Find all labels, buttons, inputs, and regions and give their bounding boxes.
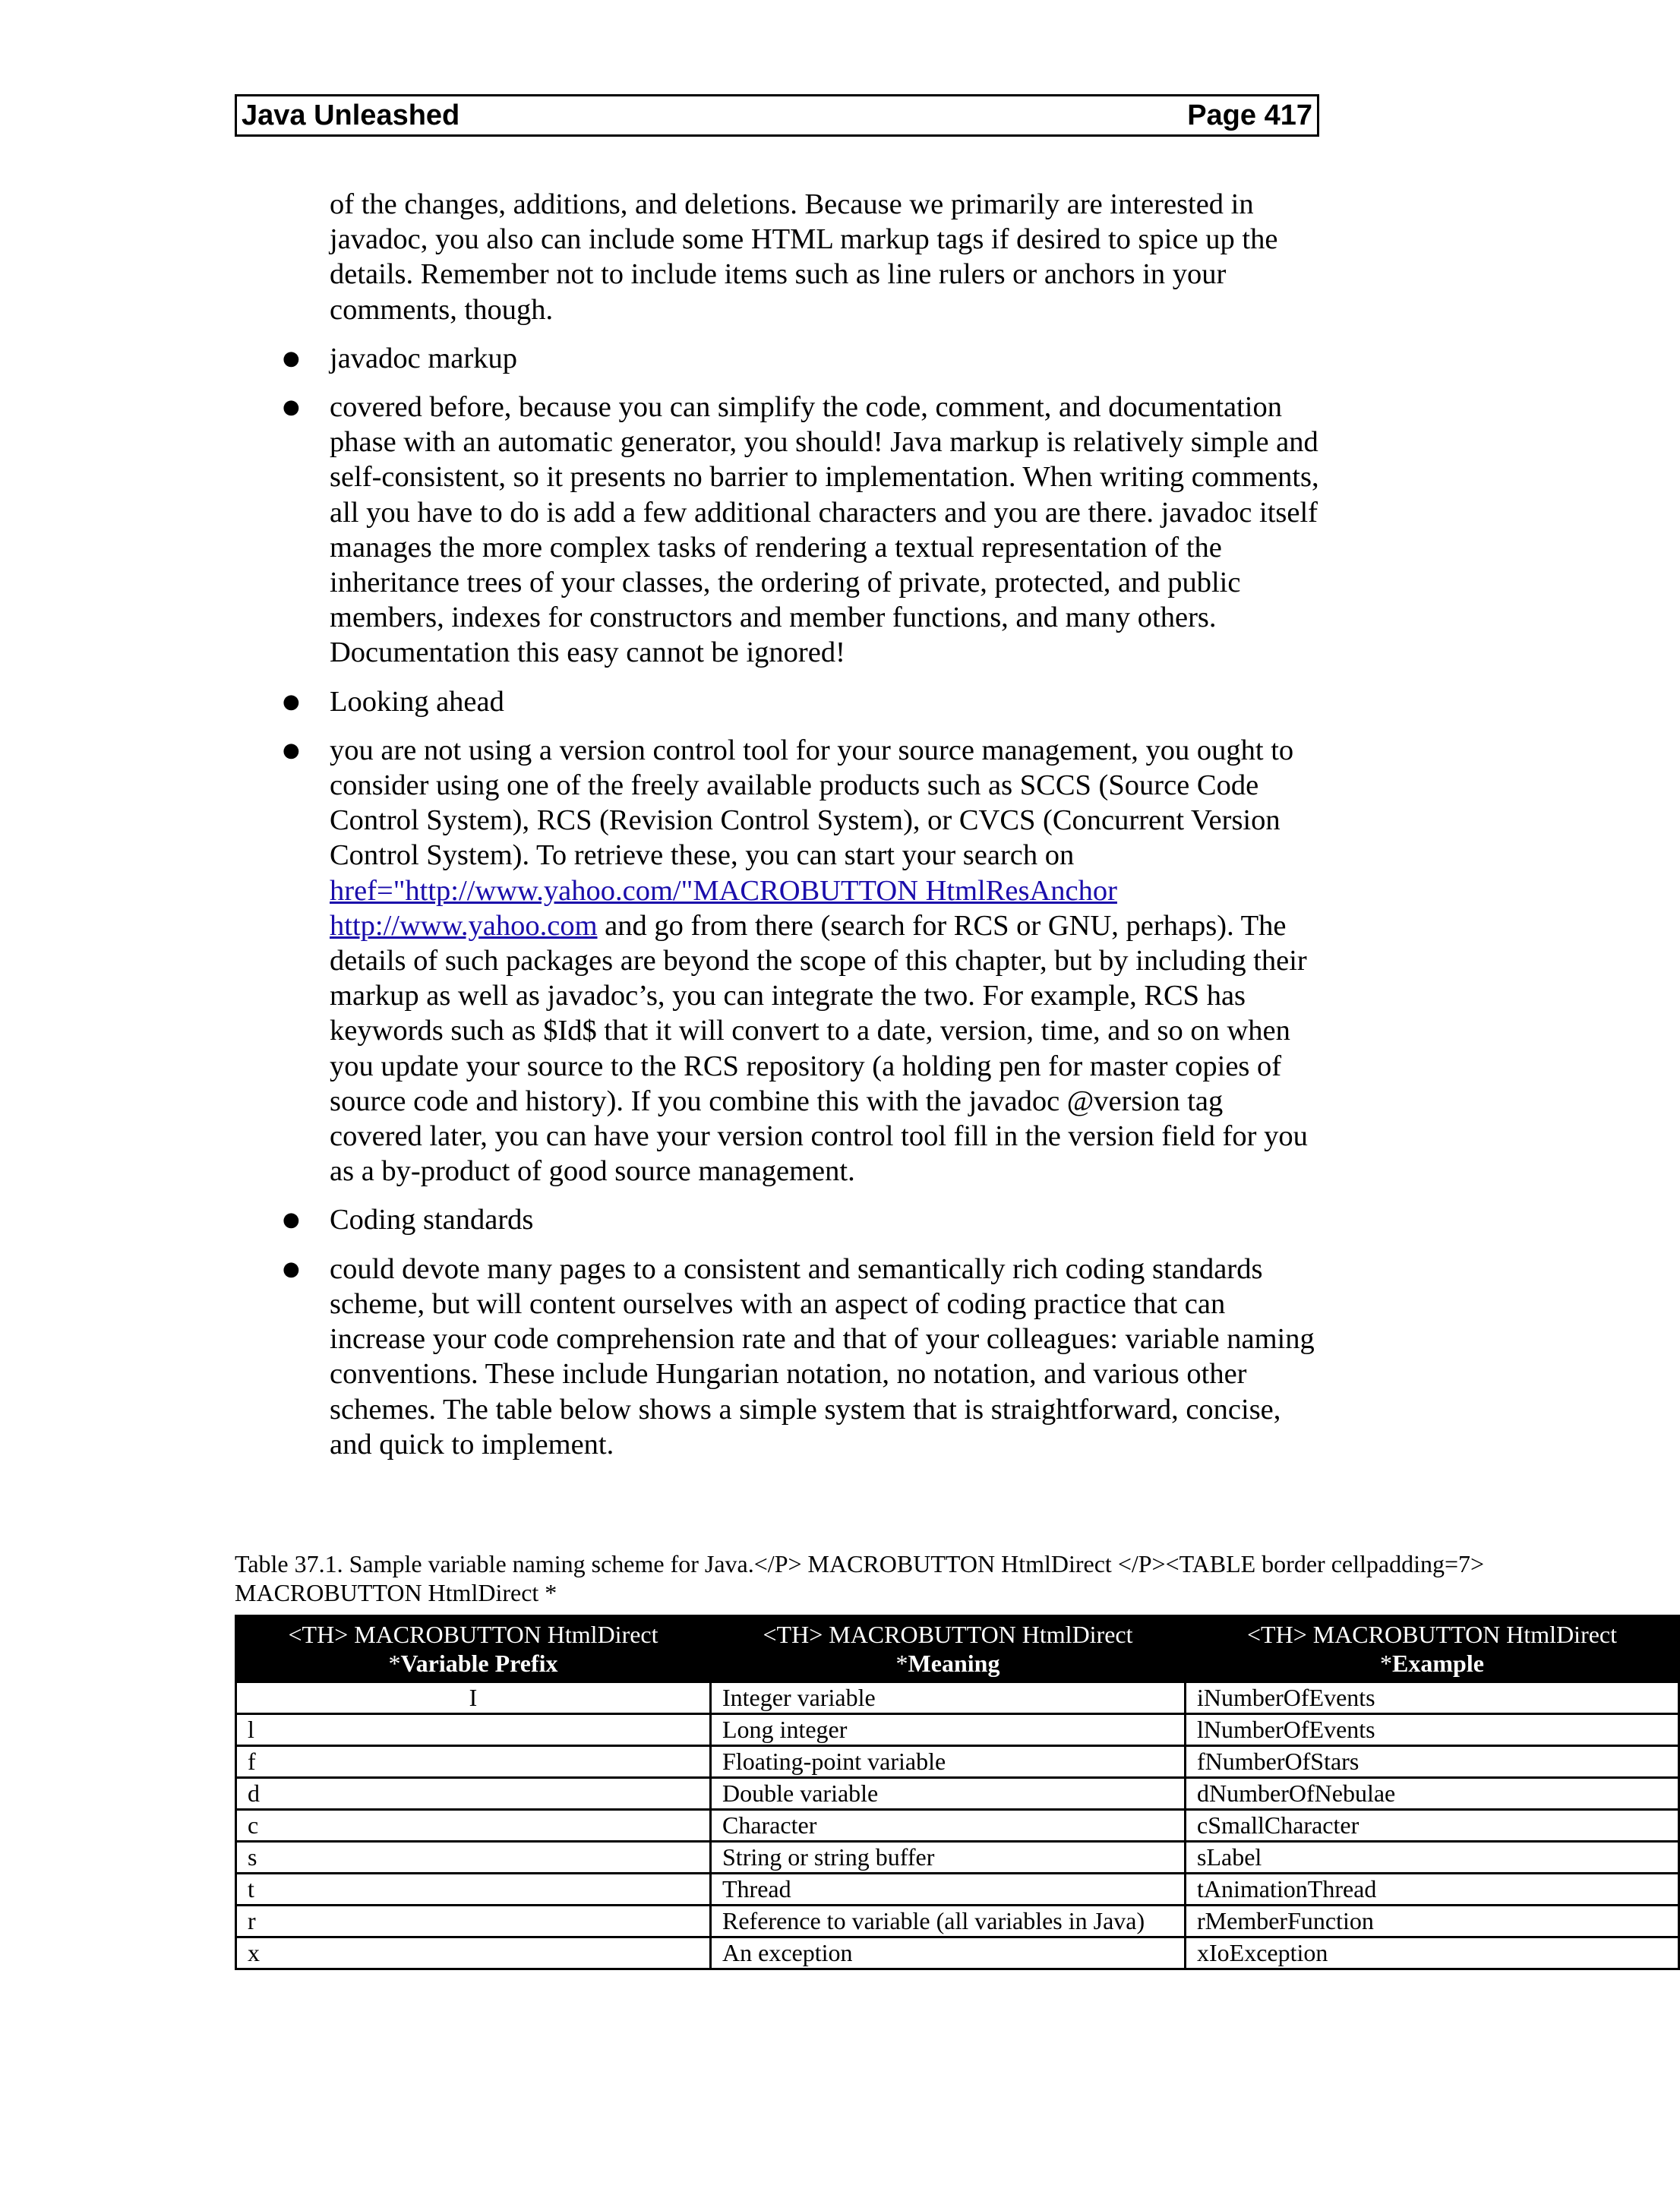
list-item: ● Coding standards — [272, 1202, 1320, 1237]
naming-table — [235, 1615, 1680, 1970]
table-cell: l — [236, 1714, 711, 1746]
list-item: ● could devote many pages to a consistent and semantically rich coding standards scheme, but will content ourselves with an aspect of coding practice that can increase your code comprehension rate and that of your colleagues: variable naming conventions. These include Hungarian notation, no notation, and various other schemes. The table below shows a simple system that is straightforward, concise, and quick to implement. — [283, 1252, 1315, 1460]
table-cell: cSmallCharacter — [1186, 1810, 1679, 1842]
table-cell: f — [236, 1746, 711, 1778]
table-caption: Table 37.1. Sample variable naming scheme for Java.</P> MACROBUTTON HtmlDirect </P><TABLE border cellpadding=7> MACROBUTTON HtmlDirect * — [235, 1550, 1485, 1606]
list-item: ● javadoc markup — [272, 341, 1320, 376]
table-cell: Long integer — [711, 1714, 1186, 1746]
table-cell: x — [236, 1937, 711, 1969]
table-row — [236, 1810, 1679, 1842]
table-cell: rMemberFunction — [1186, 1906, 1679, 1937]
bullet-list — [272, 341, 1320, 1462]
book-title: Java Unleashed — [242, 99, 460, 131]
table-cell: Thread — [711, 1874, 1186, 1906]
table-cell: An exception — [711, 1937, 1186, 1969]
bullet-icon: ● — [283, 346, 300, 370]
table-row — [236, 1937, 1679, 1969]
table-row — [236, 1906, 1679, 1937]
table-cell: xIoException — [1186, 1937, 1679, 1969]
table-cell: tAnimationThread — [1186, 1874, 1679, 1906]
table-cell: sLabel — [1186, 1842, 1679, 1874]
bullet-icon: ● — [283, 1208, 300, 1232]
table-cell: d — [236, 1778, 711, 1810]
table-cell: String or string buffer — [711, 1842, 1186, 1874]
intro-paragraph: of the changes, additions, and deletions. Because we primarily are interested in javadoc, you also can include some HTML markup tags if desired to spice up the details. Remember not to include items such as line rulers or anchors in your comments, though. — [330, 188, 1278, 326]
table-header-row — [236, 1616, 1679, 1682]
column-header: <TH> MACROBUTTON HtmlDirect *Example — [1186, 1616, 1679, 1682]
table-row — [236, 1714, 1679, 1746]
list-item: ● you are not using a version control tool for your source management, you ought to consider using one of the freely available products such as SCCS (Source Code Control System), RCS (Revision Control System), or CVCS (Concurrent Version Control System). To retrieve these, you can start your search on href="http://www.yahoo.com/"MACROBUTTON HtmlResAnchor http://www.yahoo.com and go from there (search for RCS or GNU, perhaps). The details of such packages are beyond the scope of this chapter, but by including their markup as well as javadoc’s, you can integrate the two. For example, RCS has keywords such as $Id$ that it will convert to a date, version, time, and so on when you update your source to the RCS repository (a holding pen for master copies of source code and history). If you combine this with the javadoc @version tag covered later, you can have your version control tool fill in the version field for you as a by-product of good source management. — [283, 734, 1308, 1188]
table-cell: iNumberOfEvents — [1186, 1682, 1679, 1714]
bullet-icon: ● — [283, 1257, 300, 1280]
table-cell: c — [236, 1810, 711, 1842]
table-cell: Integer variable — [711, 1682, 1186, 1714]
table-row — [236, 1778, 1679, 1810]
table-cell: Floating-point variable — [711, 1746, 1186, 1778]
list-item: ● Looking ahead — [272, 684, 1320, 719]
page-header — [235, 94, 1319, 137]
table-cell: s — [236, 1842, 711, 1874]
page-number: Page 417 — [1187, 99, 1312, 131]
table-cell: lNumberOfEvents — [1186, 1714, 1679, 1746]
table-cell: Reference to variable (all variables in Java) — [711, 1906, 1186, 1937]
body-text — [272, 187, 1320, 1462]
table-cell: Double variable — [711, 1778, 1186, 1810]
table-row — [236, 1682, 1679, 1714]
table-body — [236, 1682, 1679, 1969]
table-cell: fNumberOfStars — [1186, 1746, 1679, 1778]
table-cell: dNumberOfNebulae — [1186, 1778, 1679, 1810]
naming-table-wrapper — [235, 1615, 1618, 1970]
column-header: <TH> MACROBUTTON HtmlDirect *Meaning — [711, 1616, 1186, 1682]
table-cell: I — [236, 1682, 711, 1714]
table-cell: r — [236, 1906, 711, 1937]
bullet-icon: ● — [283, 738, 300, 762]
column-header: <TH> MACROBUTTON HtmlDirect *Variable Prefix — [236, 1616, 711, 1682]
table-row — [236, 1874, 1679, 1906]
bullet-icon: ● — [283, 396, 300, 419]
table-row — [236, 1746, 1679, 1778]
yahoo-link[interactable]: href="http://www.yahoo.com/"MACROBUTTON HtmlResAnchor http://www.yahoo.com — [330, 874, 1117, 942]
table-row — [236, 1842, 1679, 1874]
table-cell: Character — [711, 1810, 1186, 1842]
table-cell: t — [236, 1874, 711, 1906]
list-item: ● covered before, because you can simplify the code, comment, and documentation phase with an automatic generator, you should! Java markup is relatively simple and self-consistent, so it presents no barrier to implementation. When writing comments, all you have to do is add a few additional characters and you are there. javadoc itself manages the more complex tasks of rendering a textual representation of the inheritance trees of your classes, the ordering of private, protected, and public members, indexes for constructors and member functions, and many others. Documentation this easy cannot be ignored! — [283, 391, 1319, 669]
bullet-icon: ● — [283, 690, 300, 713]
